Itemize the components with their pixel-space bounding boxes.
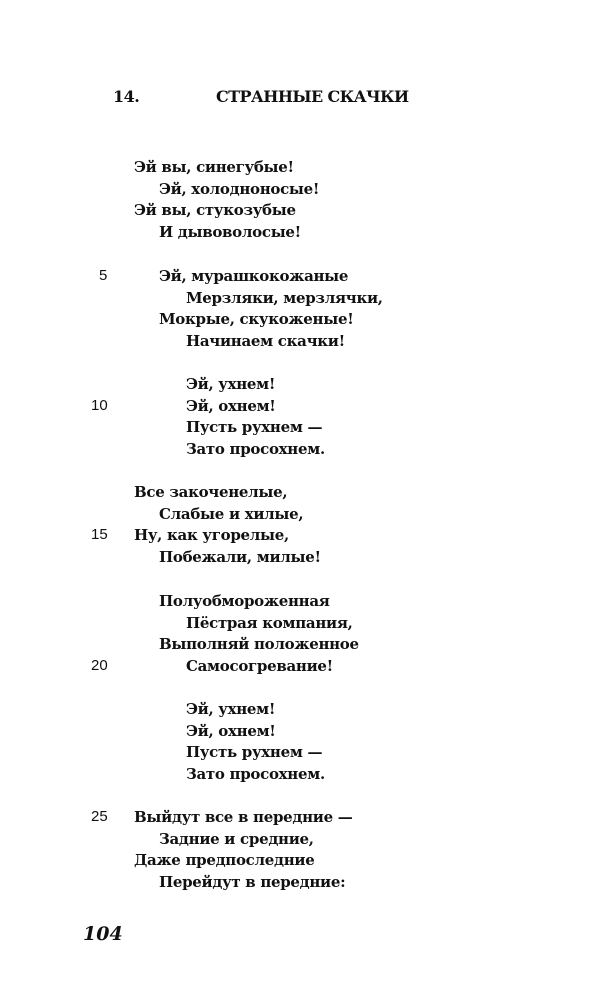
line-number: 20	[91, 657, 108, 675]
verse-line: Эй, ухнем!	[186, 375, 276, 393]
verse-line: Эй вы, стукозубые	[134, 201, 296, 220]
verse-line: Начинаем скачки!	[186, 332, 345, 351]
verse-line: Эй, охнем!	[186, 396, 276, 415]
line-number: 25	[91, 808, 108, 825]
verse-line: Пёстрая компания,	[186, 613, 353, 632]
line-number: 5	[99, 267, 108, 284]
verse-line: Самосогревание!	[186, 657, 333, 676]
verse-line: Перейдут в передние:	[159, 873, 346, 892]
verse-line: Пусть рухнем —	[186, 418, 323, 437]
verse-line: Зато просохнем.	[186, 765, 325, 784]
line-number: 10	[91, 396, 108, 414]
poem-number: 14.	[113, 87, 140, 106]
page-number: 104	[83, 923, 123, 945]
verse-line: Мерзляки, мерзлячки,	[186, 288, 383, 307]
verse-line: Эй, ухнем!	[186, 700, 276, 718]
verse-line: Полуобмороженная	[159, 592, 330, 610]
verse-line: Эй, мурашкокожаные	[159, 267, 349, 285]
verse-line: Эй вы, синегубые!	[134, 158, 294, 176]
verse-line: Все закоченелые,	[134, 483, 288, 501]
verse-line: Выйдут все в передние —	[134, 808, 353, 826]
verse-line: Мокрые, скукоженые!	[159, 310, 354, 329]
verse-line: Эй, охнем!	[186, 721, 276, 740]
verse-line: Выполняй положенное	[159, 635, 359, 654]
verse-line: Пусть рухнем —	[186, 743, 323, 762]
poem-title: СТРАННЫЕ СКАЧКИ	[216, 87, 409, 106]
verse-line: Зато просохнем.	[186, 440, 325, 459]
line-number: 15	[91, 526, 108, 544]
verse-line: Задние и средние,	[159, 829, 314, 848]
verse-line: Побежали, милые!	[159, 548, 321, 567]
verse-line: Эй, холодноносые!	[159, 179, 320, 198]
verse-line: И дывоволосые!	[159, 223, 301, 242]
verse-line: Ну, как угорелые,	[134, 526, 289, 545]
verse-line: Слабые и хилые,	[159, 504, 304, 523]
verse-line: Даже предпоследние	[134, 851, 315, 870]
